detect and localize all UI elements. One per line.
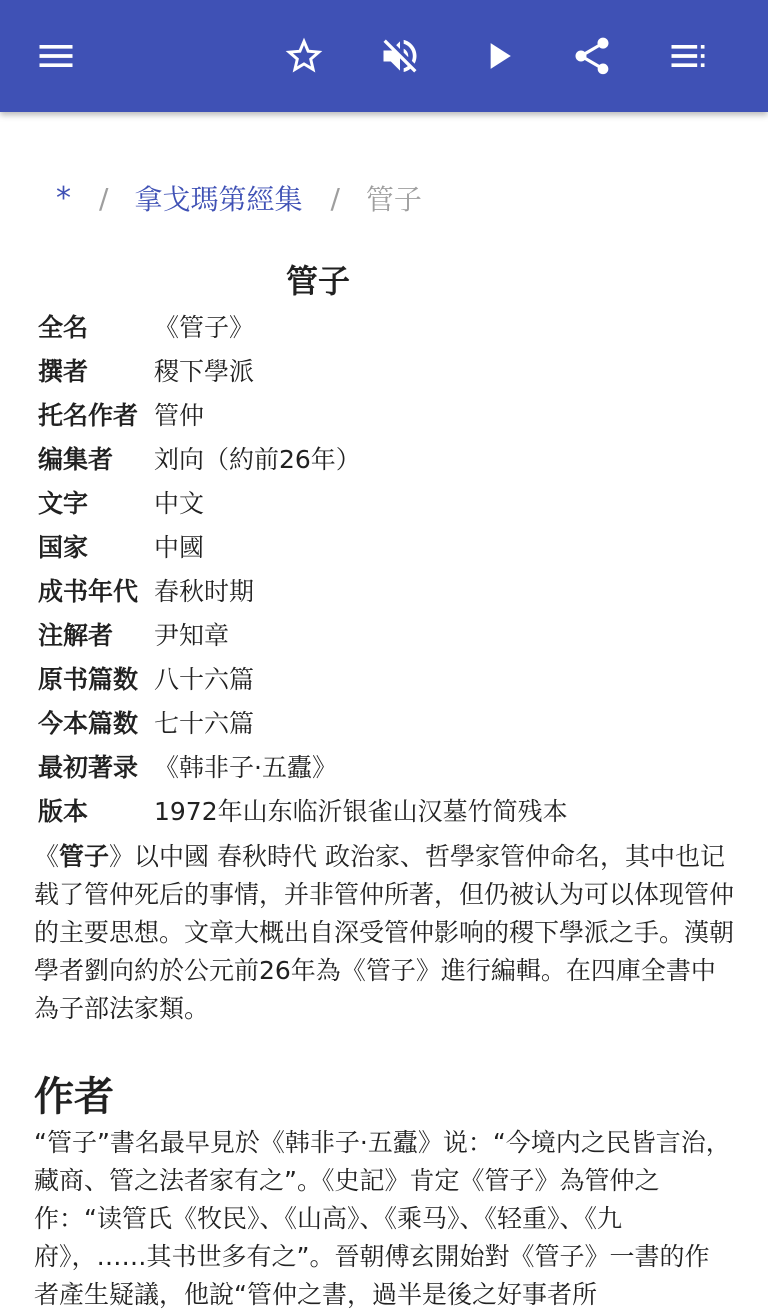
infobox-value: 中文 [154, 489, 205, 518]
infobox-label: 原书篇数 [38, 665, 139, 694]
infobox-value: 七十六篇 [154, 709, 255, 738]
infobox-value: 春秋时期 [154, 577, 255, 606]
contents-button[interactable] [660, 28, 716, 84]
article-content [34, 258, 734, 1314]
infobox-row [38, 436, 568, 480]
intro-text: 以中國 春秋時代 政治家、哲學家管仲命名，其中也记载了管仲死后的事情，并非管仲所著，但仍被认为可以体现管仲的主要思想。文章大概出自深受管仲影响的稷下學派之手。漢朝學者劉向約於公元前26年為《管子》進行編輯。在四庫全書中為子部法家類。 [34, 842, 735, 1023]
infobox-value: 八十六篇 [154, 665, 255, 694]
infobox-row [38, 304, 568, 348]
infobox-row [38, 392, 568, 436]
infobox-row [38, 348, 568, 392]
infobox-row [38, 612, 568, 656]
infobox-label: 国家 [38, 533, 89, 562]
infobox-label: 全名 [38, 313, 89, 342]
intro-bold-title: 管子 [59, 842, 110, 871]
infobox-row [38, 656, 568, 700]
infobox-label: 文字 [38, 489, 89, 518]
breadcrumb-current: 管子 [365, 183, 422, 216]
infobox-label: 注解者 [38, 621, 114, 650]
playlist-icon [666, 34, 710, 78]
infobox-row [38, 700, 568, 744]
play-button[interactable] [470, 28, 526, 84]
infobox-row [38, 568, 568, 612]
intro-close-quote: 》 [109, 842, 135, 871]
share-button[interactable] [564, 28, 620, 84]
breadcrumb-parent-link[interactable]: 拿戈瑪第經集 [134, 183, 303, 216]
infobox-row [38, 744, 568, 788]
infobox-label: 版本 [38, 797, 89, 826]
infobox-label: 托名作者 [38, 401, 139, 430]
infobox-row [38, 524, 568, 568]
intro-paragraph [34, 838, 734, 1028]
hamburger-icon [34, 34, 78, 78]
share-icon [570, 34, 614, 78]
infobox-value: 稷下學派 [154, 357, 255, 386]
breadcrumb [56, 176, 422, 220]
volume-off-icon [378, 34, 422, 78]
infobox-row [38, 480, 568, 524]
breadcrumb-separator: / [99, 181, 109, 215]
mute-button[interactable] [372, 28, 428, 84]
infobox-value: 1972年山东临沂银雀山汉墓竹简残本 [154, 797, 568, 826]
infobox-value: 尹知章 [154, 621, 230, 650]
infobox-value: 管仲 [154, 401, 205, 430]
infobox-label: 撰者 [38, 357, 89, 386]
app-bar [0, 0, 768, 112]
star-outline-icon [282, 34, 326, 78]
infobox-value: 中國 [154, 533, 205, 562]
infobox-label: 今本篇数 [38, 709, 139, 738]
infobox-title: 管子 [285, 262, 350, 300]
infobox-value: 刘向（約前26年） [154, 445, 361, 474]
breadcrumb-separator: / [330, 181, 340, 215]
infobox-row [38, 788, 568, 832]
menu-button[interactable] [28, 28, 84, 84]
play-icon [476, 34, 520, 78]
infobox-label: 成书年代 [38, 577, 139, 606]
breadcrumb-home-link[interactable]: * [56, 180, 71, 216]
infobox-label: 编集者 [38, 445, 114, 474]
favorite-button[interactable] [276, 28, 332, 84]
infobox-label: 最初著录 [38, 753, 139, 782]
infobox-value: 《韩非子·五蠹》 [154, 753, 337, 782]
infobox-table [38, 304, 568, 832]
intro-open-quote: 《 [34, 842, 60, 871]
section-heading-author: 作者 [34, 1074, 114, 1120]
infobox-value: 《管子》 [154, 313, 255, 342]
author-paragraph: “管子”書名最早見於《韩非子·五蠹》说：“今境内之民皆言治，藏商、管之法者家有之”。《史記》肯定《管子》為管仲之作：“读管氏《牧民》、《山高》、《乘马》、《轻重》、《九府》，……其书世多有之”。晉朝傅玄開始對《管子》一書的作者產生疑議，他說“管仲之書，過半是後之好事者所 [34, 1128, 731, 1309]
